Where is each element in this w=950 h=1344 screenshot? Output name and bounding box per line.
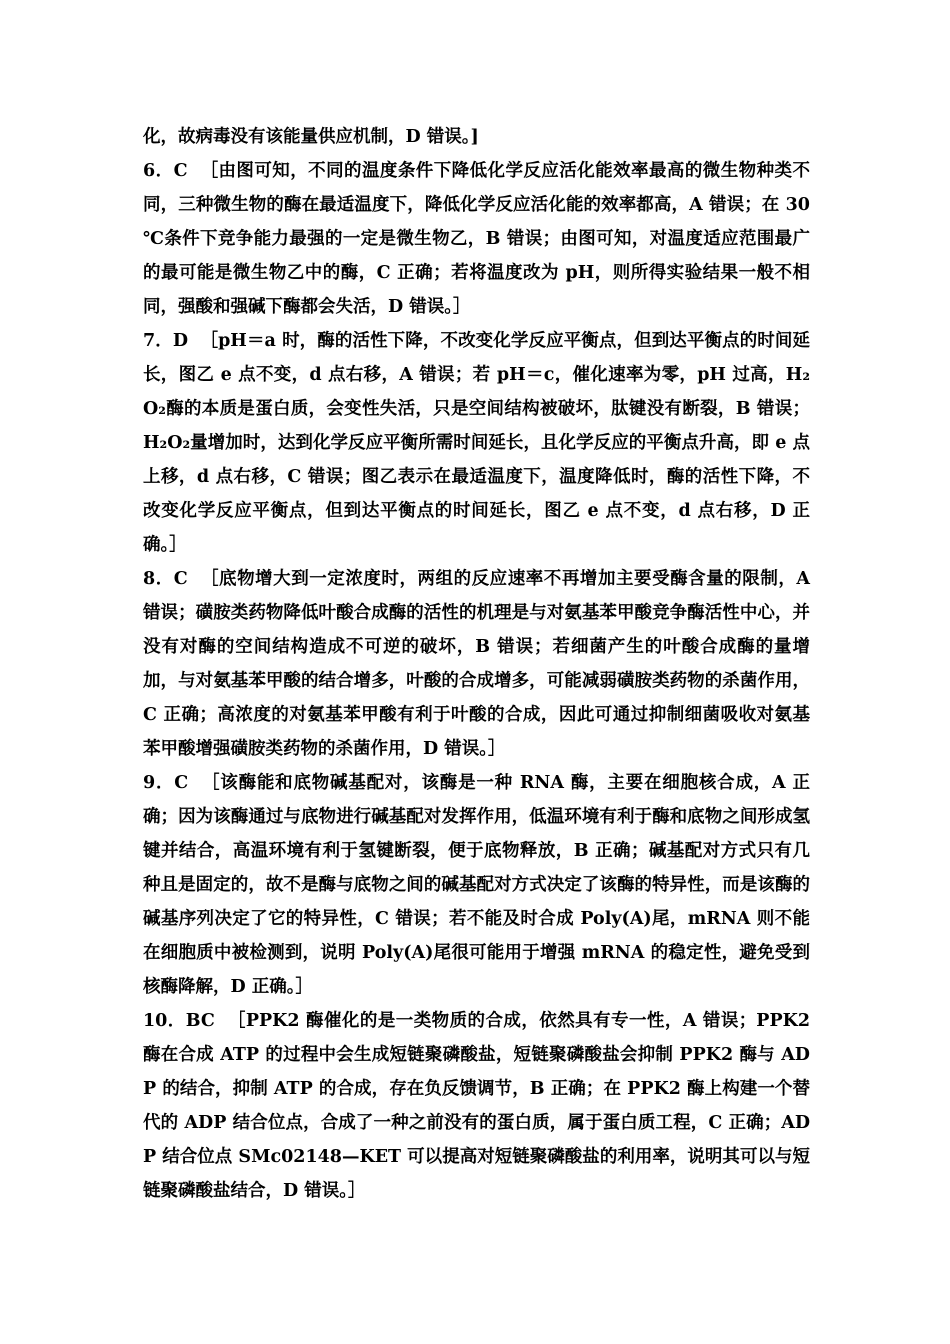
answer-9 xyxy=(143,766,810,1004)
answer-choice: C xyxy=(173,161,188,181)
answer-explanation: ［PPK2 酶催化的是一类物质的合成，依然具有专一性，A 错误；PPK2 酶在合成 ATP 的过程中会生成短链聚磷酸盐，短链聚磷酸盐会抑制 PPK2 酶与 ADP 的结合，抑制 ATP 的合成，存在负反馈调节，B 正确；在 PPK2 酶上构建一个替代的 ADP 结合位点，合成了一种之前没有的蛋白质，属于蛋白质工程，C 正确；ADP 结合位点 SMc02148—KET 可以提高对短链聚磷酸盐的利用率，说明其可以与短链聚磷酸盐结合，D 错误。］ xyxy=(143,1011,817,1201)
answer-explanation: ［该酶能和底物碱基配对，该酶是一种 RNA 酶，主要在细胞核合成，A 正确；因为该酶通过与底物进行碱基配对发挥作用，低温环境有利于酶和底物之间形成氢键并结合，高温环境有利于氢键断裂，便于底物释放，B 正确；碱基配对方式只有几种且是固定的，故不是酶与底物之间的碱基配对方式决定了该酶的特异性，而是该酶的碱基序列决定了它的特异性，C 错误；若不能及时合成 Poly(A)尾，mRNA 则不能在细胞质中被检测到，说明 Poly(A)尾很可能用于增强 mRNA 的稳定性，避免受到核酶降解，D 正确。］ xyxy=(143,773,810,997)
answer-number: 10． xyxy=(143,1011,186,1031)
continuation-text: 化，故病毒没有该能量供应机制，D 错误。] xyxy=(143,127,479,147)
answer-explanation: ［由图可知，不同的温度条件下降低化学反应活化能效率最高的微生物种类不同，三种微生物的酶在最适温度下，降低化学反应活化能的效率都高，A 错误；在 30 ℃条件下竞争能力最强的一定是微生物乙，B 错误；由图可知，对温度适应范围最广的最可能是微生物乙中的酶，C 正确；若将温度改为 pH，则所得实验结果一般不相同，强酸和强碱下酶都会失活，D 错误。］ xyxy=(143,161,817,317)
answer-explanation: ［底物增大到一定浓度时，两组的反应速率不再增加主要受酶含量的限制，A 错误；磺胺类药物降低叶酸合成酶的活性的机理是与对氨基苯甲酸竞争酶活性中心，并没有对酶的空间结构造成不可逆的破坏，B 错误；若细菌产生的叶酸合成酶的量增加，与对氨基苯甲酸的结合增多，叶酸的合成增多，可能减弱磺胺类药物的杀菌作用，C 正确；高浓度的对氨基苯甲酸有利于叶酸的合成，因此可通过抑制细菌吸收对氨基苯甲酸增强磺胺类药物的杀菌作用，D 错误。］ xyxy=(143,569,817,759)
answer-number: 6． xyxy=(143,161,174,181)
answer-choice: BC xyxy=(185,1011,215,1031)
answer-choice: C xyxy=(173,569,188,589)
answer-number: 7． xyxy=(143,331,173,351)
answer-7 xyxy=(143,324,810,562)
answer-6 xyxy=(143,154,817,324)
answer-number: 9． xyxy=(143,773,175,793)
answer-choice: D xyxy=(172,331,189,351)
answer-number: 8． xyxy=(143,569,174,589)
answer-explanation: ［pH＝a 时，酶的活性下降，不改变化学反应平衡点，但到达平衡点的时间延长，图乙 e 点不变，d 点右移，A 错误；若 pH＝c，催化速率为零，pH 过高，H₂O₂酶的本质是蛋白质，会变性失活，只是空间结构被破坏，肽键没有断裂，B 错误；H₂O₂量增加时，达到化学反应平衡所需时间延长，且化学反应的平衡点升高，即 e 点上移，d 点右移，C 错误；图乙表示在最适温度下，温度降低时，酶的活性下降，不改变化学反应平衡点，但到达平衡点的时间延长，图乙 e 点不变，d 点右移，D 正确。］ xyxy=(143,331,810,555)
answer-choice: C xyxy=(174,773,189,793)
answer-8 xyxy=(143,562,817,766)
answer-10 xyxy=(143,1004,817,1208)
